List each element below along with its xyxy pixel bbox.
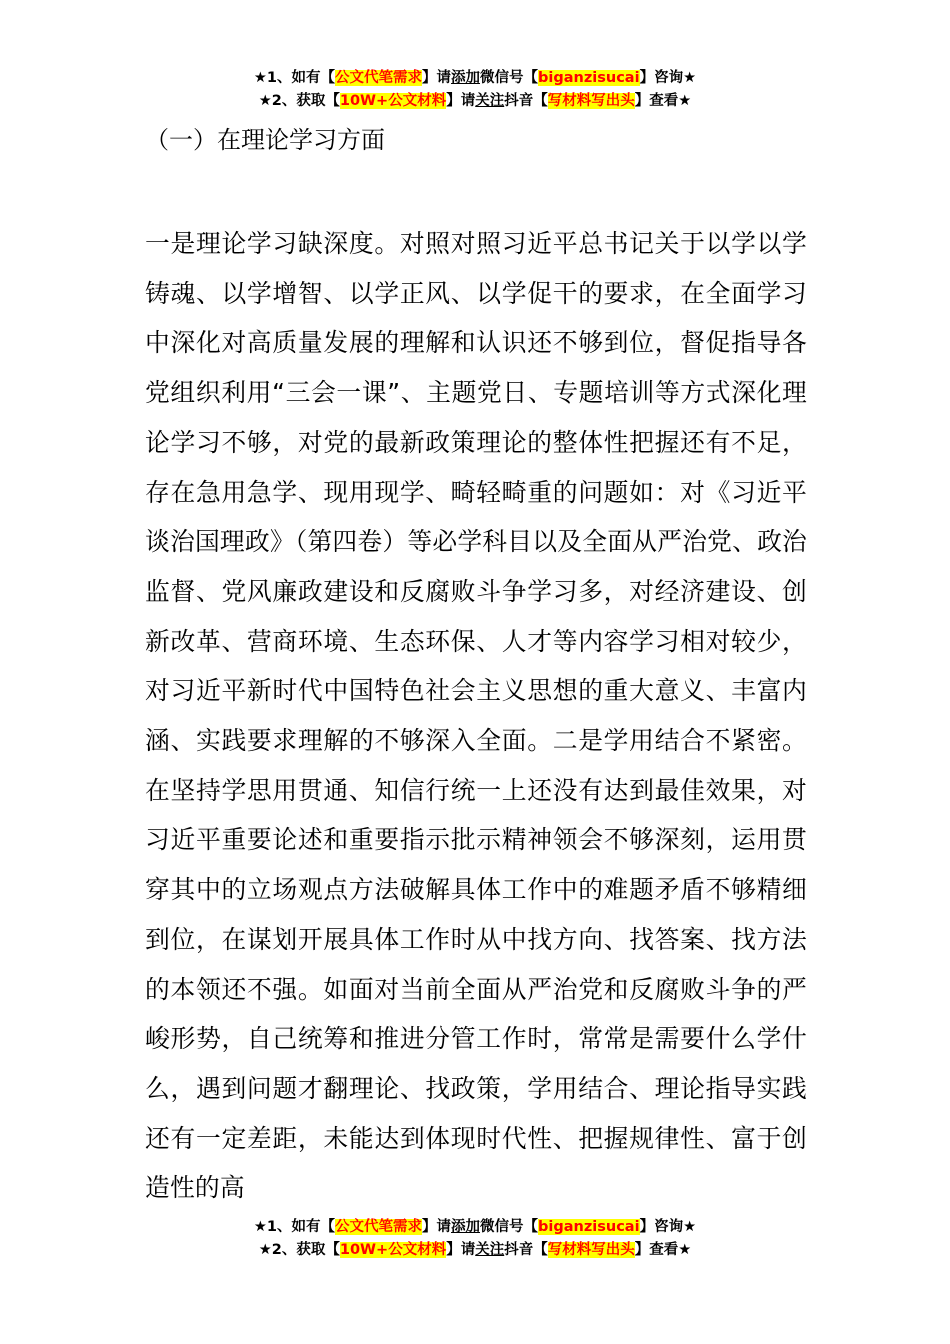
banner-text: ★2、获取【 <box>258 93 340 109</box>
highlight-douyin-account: 写材料写出头 <box>547 1242 635 1258</box>
underlined-text: 添加 <box>451 70 481 86</box>
banner-text: 微信号【 <box>480 1219 539 1235</box>
underlined-text: 添加 <box>451 1219 481 1235</box>
banner-line-2 <box>0 1239 950 1262</box>
banner-text: ★1、如有【 <box>253 70 336 86</box>
banner-text: 抖音【 <box>504 93 548 109</box>
banner-text: 】查看★ <box>634 93 692 109</box>
highlight-wechat-id: biganzisucai <box>538 1219 640 1235</box>
highlight-materials: 10W+公文材料 <box>339 93 447 109</box>
body-paragraph: 一是理论学习缺深度。对照对照习近平总书记关于以学以学铸魂、以学增智、以学正风、以学促干的要求，在全面学习中深化对高质量发展的理解和认识还不够到位，督促指导各党组织利用“三会一课”、主题党日、专题培训等方式深化理论学习不够，对党的最新政策理论的整体性把握还有不足，存在急用急学、现用现学、畸轻畸重的问题如：对《习近平谈治国理政》（第四卷）等必学科目以及全面从严治党、政治监督、党风廉政建设和反腐败斗争学习多，对经济建设、创新改革、营商环境、生态环保、人才等内容学习相对较少，对习近平新时代中国特色社会主义思想的重大意义、丰富内涵、实践要求理解的不够深入全面。二是学用结合不紧密。在坚持学思用贯通、知信行统一上还没有达到最佳效果，对习近平重要论述和重要指示批示精神领会不够深刻，运用贯穿其中的立场观点方法破解具体工作中的难题矛盾不够精细到位，在谋划开展具体工作时从中找方向、找答案、找方法的本领还不强。如面对当前全面从严治党和反腐败斗争的严峻形势，自己统筹和推进分管工作时，常常是需要什么学什么，遇到问题才翻理论、找政策，学用结合、理论指导实践还有一定差距，未能达到体现时代性、把握规律性、富于创造性的高 <box>145 229 807 1203</box>
banner-line-1 <box>0 67 950 90</box>
banner-line-1 <box>0 1216 950 1239</box>
highlight-ghostwriting: 公文代笔需求 <box>335 70 423 86</box>
section-heading: （一）在理论学习方面 <box>145 126 385 154</box>
header-banner <box>0 67 950 113</box>
banner-text: 】咨询★ <box>639 70 697 86</box>
highlight-douyin-account: 写材料写出头 <box>547 93 635 109</box>
banner-text: 】请 <box>446 1242 476 1258</box>
banner-text: ★1、如有【 <box>253 1219 336 1235</box>
banner-text: 抖音【 <box>504 1242 548 1258</box>
footer-banner <box>0 1216 950 1262</box>
banner-text: 】请 <box>446 93 476 109</box>
banner-text: ★2、获取【 <box>258 1242 340 1258</box>
highlight-wechat-id: biganzisucai <box>538 70 640 86</box>
document-header <box>145 120 805 160</box>
banner-text: 】查看★ <box>634 1242 692 1258</box>
highlight-materials: 10W+公文材料 <box>339 1242 447 1258</box>
banner-text: 】请 <box>422 1219 452 1235</box>
banner-line-2 <box>0 90 950 113</box>
banner-text: 】咨询★ <box>639 1219 697 1235</box>
banner-text: 微信号【 <box>480 70 539 86</box>
banner-text: 】请 <box>422 70 452 86</box>
underlined-text: 关注 <box>475 1242 505 1258</box>
highlight-ghostwriting: 公文代笔需求 <box>335 1219 423 1235</box>
underlined-text: 关注 <box>475 93 505 109</box>
